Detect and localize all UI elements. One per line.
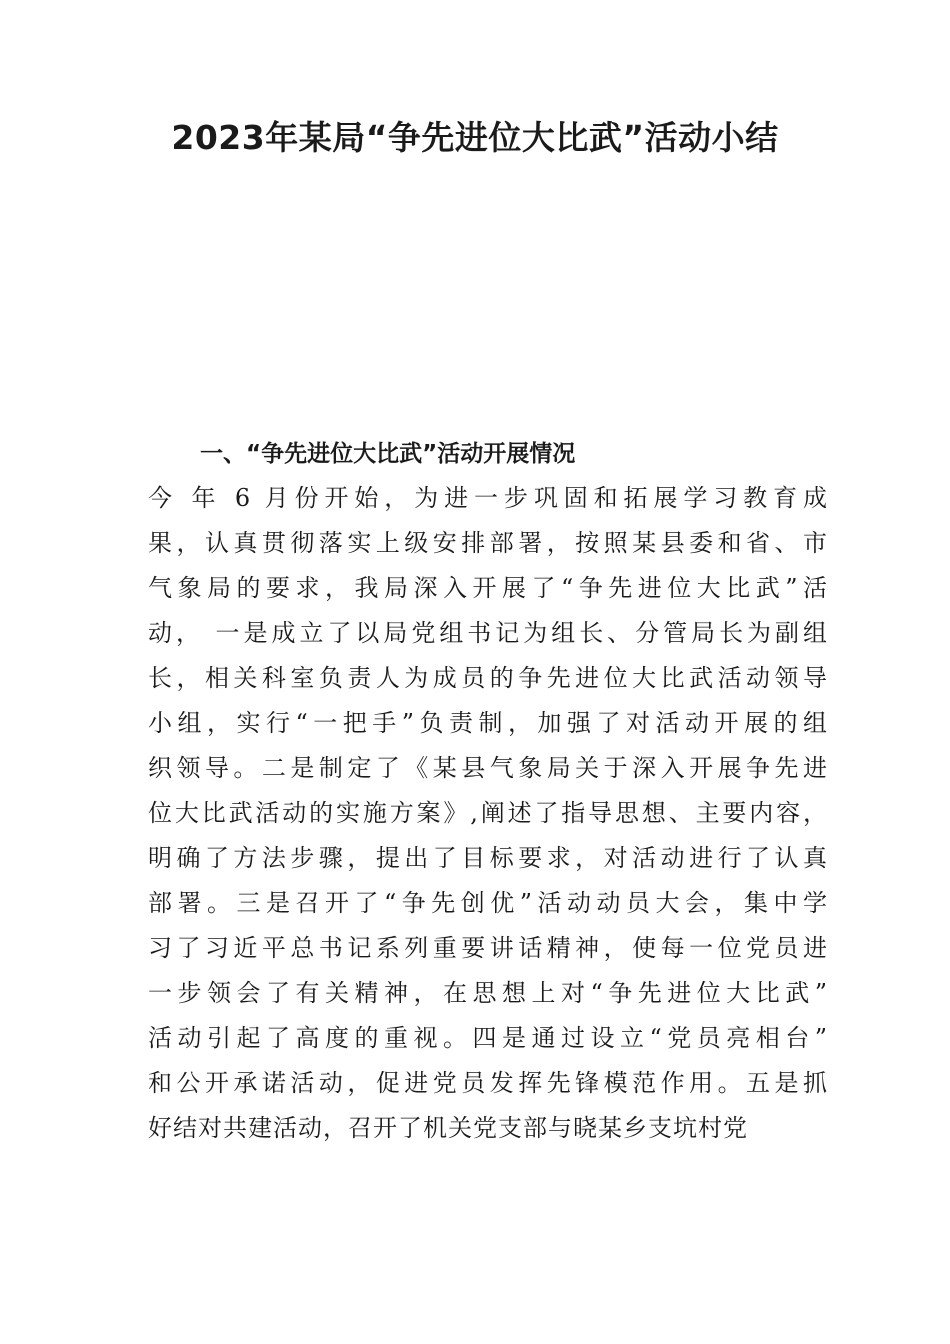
paragraph-line: 部署。三是召开了“争先创优”活动动员大会，集中学 <box>148 889 828 917</box>
paragraph-line: 动， 一是成立了以局党组书记为组长、分管局长为副组 <box>148 619 828 647</box>
body-paragraph <box>148 476 828 1151</box>
paragraph-line: 小组，实行“一把手”负责制，加强了对活动开展的组 <box>148 709 828 737</box>
paragraph-line: 活动引起了高度的重视。四是通过设立“党员亮相台” <box>148 1024 828 1052</box>
paragraph-line: 习了习近平总书记系列重要讲话精神，使每一位党员进 <box>148 934 828 962</box>
paragraph-line: 明确了方法步骤，提出了目标要求，对活动进行了认真 <box>148 844 828 872</box>
paragraph-line: 果，认真贯彻落实上级安排部署，按照某县委和省、市 <box>148 529 828 557</box>
paragraph-line: 织领导。二是制定了《某县气象局关于深入开展争先进 <box>148 754 828 782</box>
paragraph-line: 长，相关科室负责人为成员的争先进位大比武活动领导 <box>148 664 828 692</box>
paragraph-line: 位大比武活动的实施方案》,阐述了指导思想、主要内容， <box>148 799 828 827</box>
paragraph-line: 和公开承诺活动，促进党员发挥先锋模范作用。五是抓 <box>148 1069 828 1097</box>
paragraph-line: 气象局的要求，我局深入开展了“争先进位大比武”活 <box>148 574 828 602</box>
paragraph-line: 好结对共建活动，召开了机关党支部与晓某乡支坑村党 <box>148 1114 748 1142</box>
paragraph-line: 今 年 6 月份开始，为进一步巩固和拓展学习教育成 <box>148 484 828 512</box>
section-heading: 一、“争先进位大比武”活动开展情况 <box>200 441 576 467</box>
paragraph-line: 一步领会了有关精神，在思想上对“争先进位大比武” <box>148 979 828 1007</box>
document-title: 2023年某局“争先进位大比武”活动小结 <box>171 118 779 157</box>
